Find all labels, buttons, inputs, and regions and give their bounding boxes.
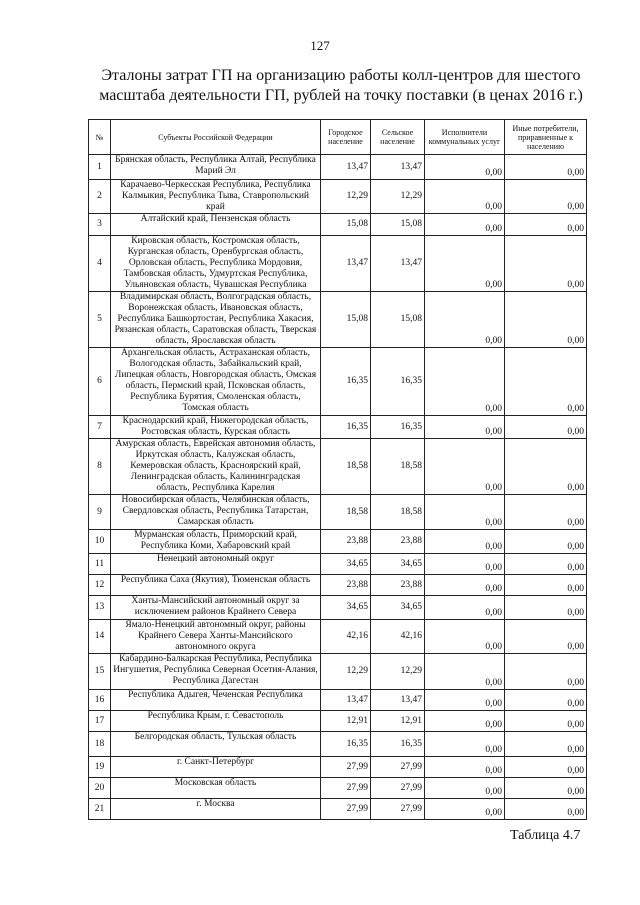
other-value: 0,00 xyxy=(505,236,587,292)
table-row xyxy=(89,416,587,439)
row-number: 21 xyxy=(89,799,111,820)
row-number: 6 xyxy=(89,348,111,416)
utility-value: 0,00 xyxy=(425,180,505,214)
rural-value: 27,99 xyxy=(371,799,425,820)
subject-cell: Алтайский край, Пензенская область xyxy=(111,214,321,236)
rural-value: 15,08 xyxy=(371,292,425,348)
rural-value: 18,58 xyxy=(371,495,425,530)
subject-cell: Кабардино-Балкарская Республика, Республика Ингушетия, Республика Северная Осетия-Алания, Республика Дагестан xyxy=(111,654,321,690)
utility-value: 0,00 xyxy=(425,575,505,596)
rural-value: 16,35 xyxy=(371,732,425,757)
table-row xyxy=(89,620,587,654)
utility-value: 0,00 xyxy=(425,554,505,575)
other-value: 0,00 xyxy=(505,778,587,799)
urban-value: 18,58 xyxy=(321,495,371,530)
column-header-rural: Сельское население xyxy=(371,120,425,155)
urban-value: 13,47 xyxy=(321,236,371,292)
row-number: 15 xyxy=(89,654,111,690)
column-header-other: Иные потребители, приравненные к населению xyxy=(505,120,587,155)
subject-cell: Ханты-Мансийский автономный округ за исключением районов Крайнего Севера xyxy=(111,596,321,620)
table-row xyxy=(89,596,587,620)
rural-value: 12,29 xyxy=(371,180,425,214)
table-row xyxy=(89,690,587,711)
rural-value: 16,35 xyxy=(371,348,425,416)
utility-value: 0,00 xyxy=(425,155,505,180)
urban-value: 13,47 xyxy=(321,155,371,180)
urban-value: 15,08 xyxy=(321,292,371,348)
table-row xyxy=(89,180,587,214)
urban-value: 34,65 xyxy=(321,554,371,575)
other-value: 0,00 xyxy=(505,439,587,495)
rural-value: 34,65 xyxy=(371,596,425,620)
utility-value: 0,00 xyxy=(425,236,505,292)
table-row xyxy=(89,732,587,757)
utility-value: 0,00 xyxy=(425,654,505,690)
table-row xyxy=(89,495,587,530)
subject-cell: Краснодарский край, Нижегородская область, Ростовская область, Курская область xyxy=(111,416,321,439)
urban-value: 18,58 xyxy=(321,439,371,495)
rural-value: 27,99 xyxy=(371,778,425,799)
utility-value: 0,00 xyxy=(425,439,505,495)
subject-cell: Архангельская область, Астраханская область, Вологодская область, Забайкальский край, Липецкая область, Новгородская область, Омская область, Пермский край, Псковская область, Республика Бурятия, Смоленская область, Томская область xyxy=(111,348,321,416)
table-header-row xyxy=(89,120,587,155)
utility-value: 0,00 xyxy=(425,495,505,530)
other-value: 0,00 xyxy=(505,732,587,757)
utility-value: 0,00 xyxy=(425,732,505,757)
subject-cell: Кировская область, Костромская область, Курганская область, Оренбургская область, Орловская область, Республика Мордовия, Тамбовская область, Удмуртская Республика, Ульяновская область, Чувашская Республика xyxy=(111,236,321,292)
row-number: 2 xyxy=(89,180,111,214)
row-number: 4 xyxy=(89,236,111,292)
other-value: 0,00 xyxy=(505,292,587,348)
utility-value: 0,00 xyxy=(425,711,505,732)
other-value: 0,00 xyxy=(505,180,587,214)
subject-cell: Ямало-Ненецкий автономный округ, районы Крайнего Севера Ханты-Мансийского автономного округа xyxy=(111,620,321,654)
utility-value: 0,00 xyxy=(425,596,505,620)
other-value: 0,00 xyxy=(505,348,587,416)
subject-cell: Республика Адыгея, Чеченская Республика xyxy=(111,690,321,711)
other-value: 0,00 xyxy=(505,757,587,778)
urban-value: 23,88 xyxy=(321,530,371,554)
urban-value: 16,35 xyxy=(321,732,371,757)
row-number: 13 xyxy=(89,596,111,620)
utility-value: 0,00 xyxy=(425,214,505,236)
subject-cell: Амурская область, Еврейская автономия область, Иркутская область, Калужская область, Кемеровская область, Красноярский край, Ленинградская область, Калининградская область, Республика Карелия xyxy=(111,439,321,495)
rural-value: 12,91 xyxy=(371,711,425,732)
other-value: 0,00 xyxy=(505,799,587,820)
other-value: 0,00 xyxy=(505,530,587,554)
row-number: 5 xyxy=(89,292,111,348)
subject-cell: Республика Саха (Якутия), Тюменская область xyxy=(111,575,321,596)
table-row xyxy=(89,778,587,799)
other-value: 0,00 xyxy=(505,620,587,654)
urban-value: 12,91 xyxy=(321,711,371,732)
row-number: 12 xyxy=(89,575,111,596)
rural-value: 34,65 xyxy=(371,554,425,575)
rural-value: 23,88 xyxy=(371,575,425,596)
row-number: 11 xyxy=(89,554,111,575)
utility-value: 0,00 xyxy=(425,690,505,711)
table-row xyxy=(89,348,587,416)
utility-value: 0,00 xyxy=(425,416,505,439)
row-number: 17 xyxy=(89,711,111,732)
cost-table xyxy=(88,119,587,820)
urban-value: 27,99 xyxy=(321,799,371,820)
rural-value: 13,47 xyxy=(371,236,425,292)
utility-value: 0,00 xyxy=(425,292,505,348)
subject-cell: Ненецкий автономный округ xyxy=(111,554,321,575)
table-row xyxy=(89,439,587,495)
utility-value: 0,00 xyxy=(425,530,505,554)
rural-value: 15,08 xyxy=(371,214,425,236)
rural-value: 27,99 xyxy=(371,757,425,778)
other-value: 0,00 xyxy=(505,690,587,711)
rural-value: 16,35 xyxy=(371,416,425,439)
other-value: 0,00 xyxy=(505,575,587,596)
row-number: 18 xyxy=(89,732,111,757)
subject-cell: Брянская область, Республика Алтай, Республика Марий Эл xyxy=(111,155,321,180)
rural-value: 42,16 xyxy=(371,620,425,654)
urban-value: 16,35 xyxy=(321,348,371,416)
rural-value: 23,88 xyxy=(371,530,425,554)
table-row xyxy=(89,799,587,820)
subject-cell: г. Москва xyxy=(111,799,321,820)
rural-value: 18,58 xyxy=(371,439,425,495)
column-header-number: № xyxy=(89,120,111,155)
row-number: 19 xyxy=(89,757,111,778)
urban-value: 16,35 xyxy=(321,416,371,439)
table-row xyxy=(89,654,587,690)
row-number: 20 xyxy=(89,778,111,799)
table-row xyxy=(89,214,587,236)
subject-cell: Белгородская область, Тульская область xyxy=(111,732,321,757)
row-number: 10 xyxy=(89,530,111,554)
subject-cell: Владимирская область, Волгоградская область, Воронежская область, Ивановская область, Республика Башкортостан, Республика Хакасия, Рязанская область, Саратовская область, Тверская область, Ярославская область xyxy=(111,292,321,348)
other-value: 0,00 xyxy=(505,554,587,575)
row-number: 9 xyxy=(89,495,111,530)
subject-cell: Московская область xyxy=(111,778,321,799)
urban-value: 27,99 xyxy=(321,757,371,778)
utility-value: 0,00 xyxy=(425,620,505,654)
table-row xyxy=(89,155,587,180)
other-value: 0,00 xyxy=(505,416,587,439)
row-number: 8 xyxy=(89,439,111,495)
column-header-urban: Городское население xyxy=(321,120,371,155)
other-value: 0,00 xyxy=(505,711,587,732)
row-number: 16 xyxy=(89,690,111,711)
row-number: 3 xyxy=(89,214,111,236)
document-title: Эталоны затрат ГП на организацию работы колл-центров для шестого масштаба деятельности ГП, рублей на точку поставки (в ценах 2016 г.) xyxy=(99,67,583,104)
urban-value: 27,99 xyxy=(321,778,371,799)
rural-value: 13,47 xyxy=(371,690,425,711)
urban-value: 15,08 xyxy=(321,214,371,236)
table-row xyxy=(89,292,587,348)
urban-value: 42,16 xyxy=(321,620,371,654)
table-row xyxy=(89,554,587,575)
page-number: 127 xyxy=(310,38,330,53)
rural-value: 12,29 xyxy=(371,654,425,690)
table-row xyxy=(89,711,587,732)
urban-value: 12,29 xyxy=(321,180,371,214)
subject-cell: Мурманская область, Приморский край, Республика Коми, Хабаровский край xyxy=(111,530,321,554)
urban-value: 12,29 xyxy=(321,654,371,690)
row-number: 1 xyxy=(89,155,111,180)
subject-cell: Республика Крым, г. Севастополь xyxy=(111,711,321,732)
row-number: 7 xyxy=(89,416,111,439)
urban-value: 23,88 xyxy=(321,575,371,596)
table-row xyxy=(89,530,587,554)
urban-value: 34,65 xyxy=(321,596,371,620)
row-number: 14 xyxy=(89,620,111,654)
other-value: 0,00 xyxy=(505,214,587,236)
subject-cell: г. Санкт-Петербург xyxy=(111,757,321,778)
utility-value: 0,00 xyxy=(425,799,505,820)
urban-value: 13,47 xyxy=(321,690,371,711)
utility-value: 0,00 xyxy=(425,757,505,778)
column-header-utility: Исполнители коммунальных услуг xyxy=(425,120,505,155)
other-value: 0,00 xyxy=(505,155,587,180)
table-row xyxy=(89,757,587,778)
table-row xyxy=(89,575,587,596)
utility-value: 0,00 xyxy=(425,348,505,416)
table-label: Таблица 4.7 xyxy=(510,828,581,843)
other-value: 0,00 xyxy=(505,654,587,690)
subject-cell: Новосибирская область, Челябинская область, Свердловская область, Республика Татарстан, Самарская область xyxy=(111,495,321,530)
utility-value: 0,00 xyxy=(425,778,505,799)
other-value: 0,00 xyxy=(505,596,587,620)
subject-cell: Карачаево-Черкесская Республика, Республика Калмыкия, Республика Тыва, Ставропольский край xyxy=(111,180,321,214)
table-row xyxy=(89,236,587,292)
column-header-subject: Субъекты Российской Федерации xyxy=(111,120,321,155)
rural-value: 13,47 xyxy=(371,155,425,180)
other-value: 0,00 xyxy=(505,495,587,530)
